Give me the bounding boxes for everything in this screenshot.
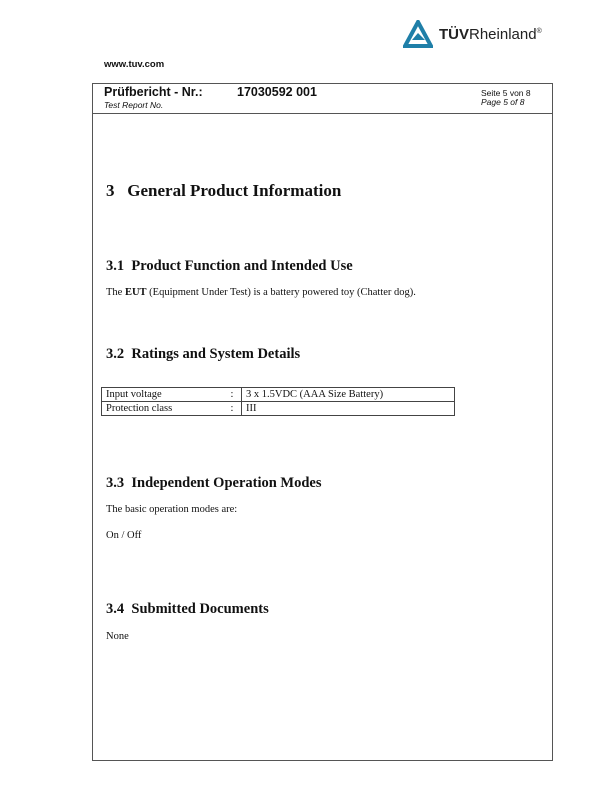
report-label-en: Test Report No. xyxy=(104,100,164,110)
tuv-triangle-icon xyxy=(403,20,433,48)
logo-text: TÜVRheinland® xyxy=(439,25,542,43)
rating-separator: : xyxy=(223,388,242,402)
rating-value: III xyxy=(242,402,455,416)
tuv-rheinland-logo xyxy=(403,20,542,48)
subsection-3-4-title: 3.4 Submitted Documents xyxy=(106,601,269,617)
page-number-en: Page 5 of 8 xyxy=(481,97,525,107)
section-title: 3 General Product Information xyxy=(106,181,342,200)
table-row xyxy=(102,402,455,416)
subsection-3-1-title: 3.1 Product Function and Intended Use xyxy=(106,258,353,274)
product-function-text: The EUT (Equipment Under Test) is a battery powered toy (Chatter dog). xyxy=(106,287,416,298)
subsection-3-2-title: 3.2 Ratings and System Details xyxy=(106,346,301,362)
ratings-table xyxy=(101,387,455,416)
rating-separator: : xyxy=(223,402,242,416)
report-number: 17030592 001 xyxy=(237,85,317,99)
rating-value: 3 x 1.5VDC (AAA Size Battery) xyxy=(242,388,455,402)
website-url: www.tuv.com xyxy=(104,59,165,70)
header-divider xyxy=(92,113,553,114)
operation-modes-intro: The basic operation modes are: xyxy=(106,504,238,515)
table-row xyxy=(102,388,455,402)
submitted-documents-text: None xyxy=(106,631,129,642)
subsection-3-3-title: 3.3 Independent Operation Modes xyxy=(106,475,322,491)
rating-label: Input voltage xyxy=(102,388,224,402)
rating-label: Protection class xyxy=(102,402,224,416)
page-number-de: Seite 5 von 8 xyxy=(481,88,531,98)
report-label: Prüfbericht - Nr.: xyxy=(104,85,203,99)
operation-modes-list: On / Off xyxy=(106,530,142,541)
